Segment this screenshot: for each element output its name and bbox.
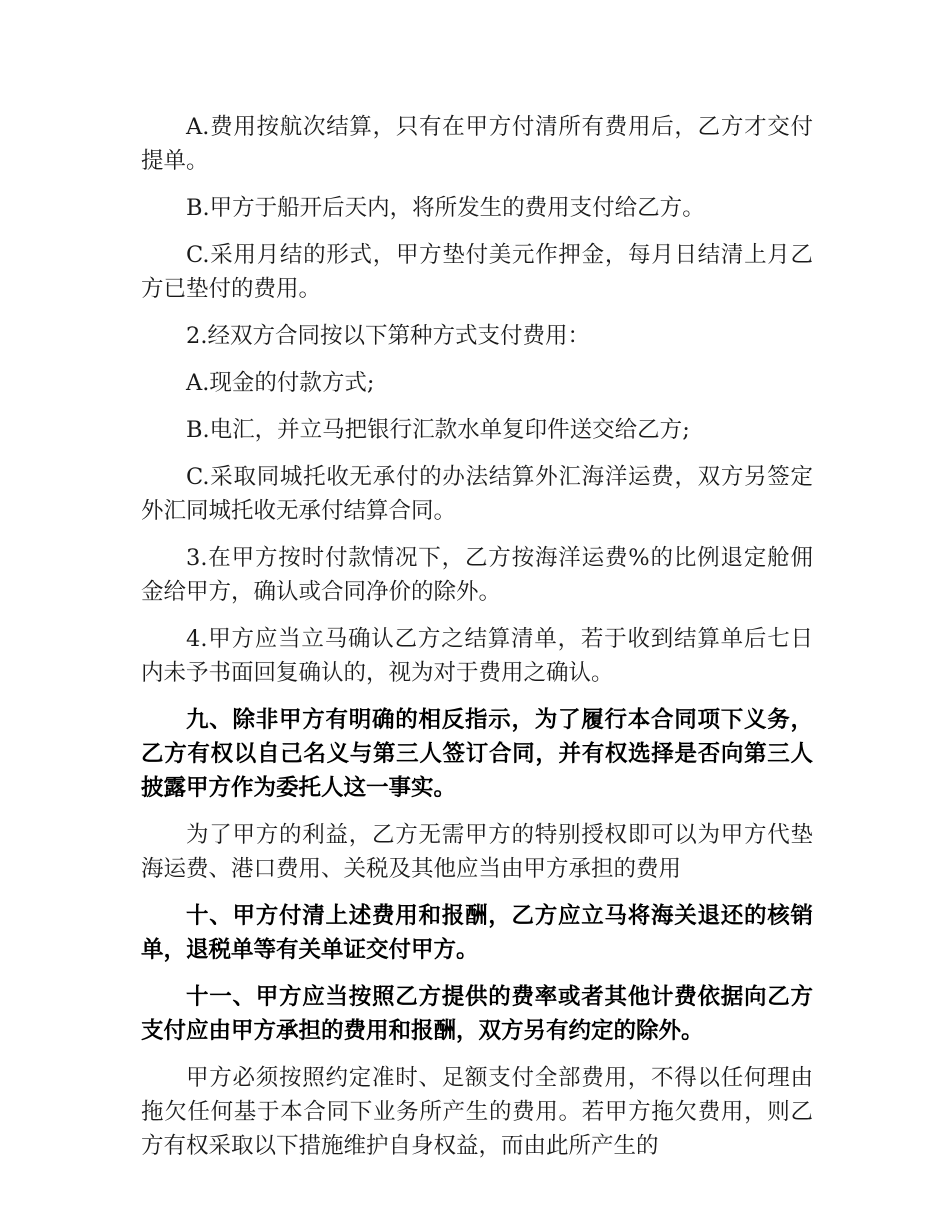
paragraph-full-payment-obligation: 甲方必须按照约定准时、足额支付全部费用，不得以任何理由拖欠任何基于本合同下业务所产生的费用。若甲方拖欠费用，则乙方有权采取以下措施维护自身权益，而由此所产生的 <box>141 1065 813 1159</box>
clause-nine-heading: 九、除非甲方有明确的相反指示，为了履行本合同项下义务，乙方有权以自己名义与第三人签订合同，并有权选择是否向第三人披露甲方作为委托人这一事实。 <box>141 707 813 801</box>
paragraph-cash-payment: A.现金的付款方式; <box>186 370 375 396</box>
paragraph-commission-refund: 3.在甲方按时付款情况下，乙方按海洋运费%的比例退定舱佣金给甲方，确认或合同净价的除外。 <box>141 545 813 605</box>
paragraph-payment-per-voyage: A.费用按航次结算，只有在甲方付清所有费用后，乙方才交付提单。 <box>141 114 813 174</box>
paragraph-statement-confirmation: 4.甲方应当立马确认乙方之结算清单，若于收到结算单后七日内未予书面回复确认的，视为对于费用之确认。 <box>141 626 813 686</box>
paragraph-wire-transfer: B.电汇，并立马把银行汇款水单复印件送交给乙方; <box>186 417 690 443</box>
clause-eleven-heading: 十一、甲方应当按照乙方提供的费率或者其他计费依据向乙方支付应由甲方承担的费用和报酬，双方另有约定的除外。 <box>141 984 813 1044</box>
paragraph-advance-fees: 为了甲方的利益，乙方无需甲方的特别授权即可以为甲方代垫海运费、港口费用、关税及其他应当由甲方承担的费用 <box>141 822 813 882</box>
paragraph-payment-method-intro: 2.经双方合同按以下第种方式支付费用： <box>186 323 590 349</box>
paragraph-payment-after-sailing: B.甲方于船开后天内，将所发生的费用支付给乙方。 <box>186 195 705 221</box>
paragraph-collection-settlement: C.采取同城托收无承付的办法结算外汇海洋运费，双方另签定外汇同城托收无承付结算合同。 <box>141 464 813 524</box>
document-body <box>141 110 813 1176</box>
clause-ten-heading: 十、甲方付清上述费用和报酬，乙方应立马将海关退还的核销单，退税单等有关单证交付甲方。 <box>141 903 813 963</box>
paragraph-monthly-settlement: C.采用月结的形式，甲方垫付美元作押金，每月日结清上月乙方已垫付的费用。 <box>141 242 813 302</box>
